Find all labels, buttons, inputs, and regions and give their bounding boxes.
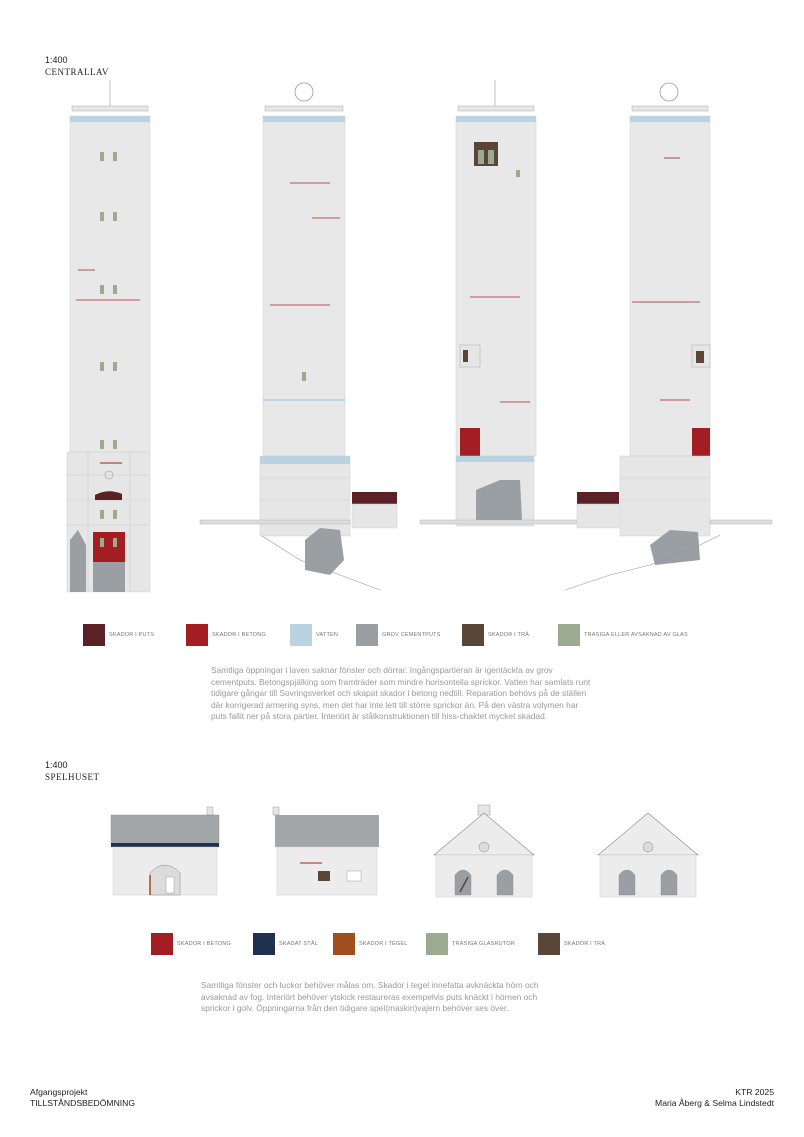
legend-label: TRASIGA GLASRUTOR (452, 941, 515, 947)
spelhuset-elevation-3 (434, 805, 534, 897)
spelhuset-elevation-2 (273, 807, 379, 895)
legend-label: SKADOR I BETONG (177, 941, 231, 947)
legend-swatch (356, 624, 378, 646)
legend-item-trasiga-glas (558, 624, 688, 646)
footer-left (30, 1087, 135, 1109)
legend-item-skadat-stal (253, 933, 318, 955)
tower-elevation-3 (420, 80, 580, 526)
legend-item-trasiga-glasrutor (426, 933, 515, 955)
centrallav-title: CENTRALLAV (45, 67, 109, 77)
legend-label: SKADAT STÅL (279, 941, 318, 947)
legend-label: TRASIGA ELLER AVSAKNAD AV GLAS (584, 632, 688, 638)
legend-item-skador-i-betong (186, 624, 266, 646)
legend-item-vatten (290, 624, 338, 646)
legend-swatch (83, 624, 105, 646)
legend-swatch (253, 933, 275, 955)
legend-label: SKADOR I TRÄ (564, 941, 606, 947)
spelhuset-elevation-1 (111, 807, 219, 895)
spelhuset-title: SPELHUSET (45, 772, 100, 782)
legend-item-skador-i-puts (83, 624, 154, 646)
legend-item-grov-cementputs (356, 624, 441, 646)
footer-right (655, 1087, 774, 1109)
legend-swatch (290, 624, 312, 646)
spelhuset-scale: 1:400 (45, 760, 68, 770)
footer-subject: TILLSTÅNDSBEDÖMNING (30, 1098, 136, 1108)
footer-project: Afgangsprojekt (30, 1087, 88, 1097)
legend-swatch (558, 624, 580, 646)
legend-item-skador-i-betong-2 (151, 933, 231, 955)
legend-swatch (333, 933, 355, 955)
spelhuset-description: Samtliga fönster och luckor behöver målas om. Skador i tegel innefatta avknäckta hörn och avsaknad av fog. Interiört behöver ytskick restaureras exempelvis puts knäckt i hörnen och sprickor i golv. Öppningarna från den tidigare spel(maskin)vajern behöver ses över. (201, 980, 539, 1013)
centrallav-scale: 1:400 (45, 55, 68, 65)
tower-elevation-2 (200, 83, 397, 590)
legend-item-skador-i-tegel (333, 933, 408, 955)
centrallav-description: Samtliga öppningar i laven saknar fönster och dörrar. Ingångspartieran är igentäckta av grov cementputs. Betongspjälking som framträder som mindre horisontella sprickor. Vatten har samlats runt tidigare gångar till Sovringsverket och skapat skador i betong nedtill. Reparation behövs på de ställen där korrigerad armering syns, men det har inte lett till större sprickor än. På den västra volymen har puts fallit ner på stora partier. Interiört är stålkonstruktionen till hiss-chaktet mycket skadad. (211, 665, 591, 721)
legend-label: VATTEN (316, 632, 339, 638)
legend-swatch (426, 933, 448, 955)
legend-item-skador-i-tra-2 (538, 933, 605, 955)
legend-swatch (462, 624, 484, 646)
tower-elevation-4 (565, 83, 772, 590)
legend-item-skador-i-tra (462, 624, 529, 646)
legend-label: GROV CEMENTPUTS (382, 632, 441, 638)
legend-label: SKADOR I TRÄ (488, 632, 530, 638)
footer-authors: Maria Åberg & Selma Lindstedt (655, 1098, 774, 1108)
legend-swatch (538, 933, 560, 955)
spelhuset-elevation-4 (598, 813, 698, 897)
tower-elevation-1 (67, 80, 150, 592)
legend-label: SKADOR I BETONG (212, 632, 266, 638)
legend-label: SKADOR I PUTS (109, 632, 155, 638)
spelhuset-elevations (0, 795, 804, 995)
legend-swatch (186, 624, 208, 646)
footer-course: KTR 2025 (735, 1087, 774, 1097)
legend-label: SKADOR I TEGEL (359, 941, 408, 947)
legend-swatch (151, 933, 173, 955)
